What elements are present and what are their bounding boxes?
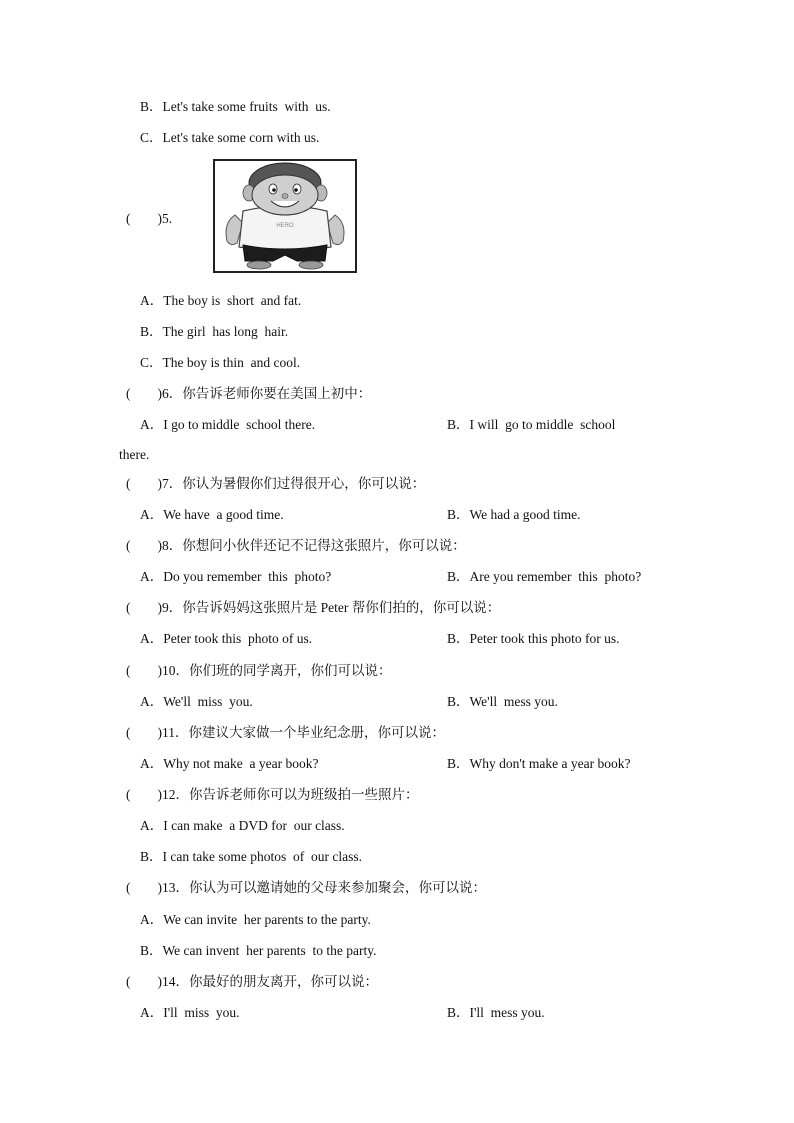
q7-option-b: B．We had a good time.: [447, 507, 581, 522]
q13-option-b: B．We can invent her parents to the party.: [140, 943, 377, 958]
q14-stem: ( )14．你最好的朋友离开，你可以说：: [126, 974, 378, 989]
q14-option-a: A．I'll miss you.: [140, 1005, 240, 1020]
q7-option-a: A．We have a good time.: [140, 507, 284, 522]
q9-stem: ( )9．你告诉妈妈这张照片是 Peter 帮你们拍的，你可以说：: [126, 600, 501, 615]
q11-option-a: A．Why not make a year book?: [140, 756, 319, 771]
q5-option-b: B．The girl has long hair.: [140, 324, 289, 339]
q5-option-c: C．The boy is thin and cool.: [140, 355, 301, 370]
q13-stem: ( )13．你认为可以邀请她的父母来参加聚会，你可以说：: [126, 880, 486, 895]
q8-option-a: A．Do you remember this photo?: [140, 569, 332, 584]
q12-stem: ( )12．你告诉老师你可以为班级拍一些照片：: [126, 787, 419, 802]
shirt-logo: HERO: [276, 223, 294, 229]
q6-option-b: B．I will go to middle school: [447, 417, 616, 432]
cartoon-boy-illustration: [215, 161, 355, 271]
q5-stem: ( )5.: [126, 211, 173, 226]
q6-option-b-continued: there.: [119, 447, 150, 462]
q10-stem: ( )10．你们班的同学离开，你们可以说：: [126, 663, 392, 678]
q11-option-b: B．Why don't make a year book?: [447, 756, 631, 771]
q6-stem: ( )6．你告诉老师你要在美国上初中：: [126, 386, 372, 401]
q11-stem: ( )11．你建议大家做一个毕业纪念册，你可以说：: [126, 725, 445, 740]
q6-option-a: A．I go to middle school there.: [140, 417, 316, 432]
fat-boy-image: [213, 159, 357, 273]
q12-option-b: B．I can take some photos of our class.: [140, 849, 362, 864]
q9-option-b: B．Peter took this photo for us.: [447, 631, 620, 646]
q5-option-a: A．The boy is short and fat.: [140, 293, 302, 308]
q13-option-a: A．We can invite her parents to the party.: [140, 912, 371, 927]
q10-option-b: B．We'll mess you.: [447, 694, 558, 709]
q4-option-c: C．Let's take some corn with us.: [140, 130, 320, 145]
q4-option-b: B．Let's take some fruits with us.: [140, 99, 331, 114]
q7-stem: ( )7．你认为暑假你们过得很开心，你可以说：: [126, 476, 426, 491]
q14-option-b: B．I'll mess you.: [447, 1005, 545, 1020]
q12-option-a: A．I can make a DVD for our class.: [140, 818, 345, 833]
q8-option-b: B．Are you remember this photo?: [447, 569, 642, 584]
q9-option-a: A．Peter took this photo of us.: [140, 631, 313, 646]
q8-stem: ( )8．你想问小伙伴还记不记得这张照片，你可以说：: [126, 538, 466, 553]
q10-option-a: A．We'll miss you.: [140, 694, 253, 709]
